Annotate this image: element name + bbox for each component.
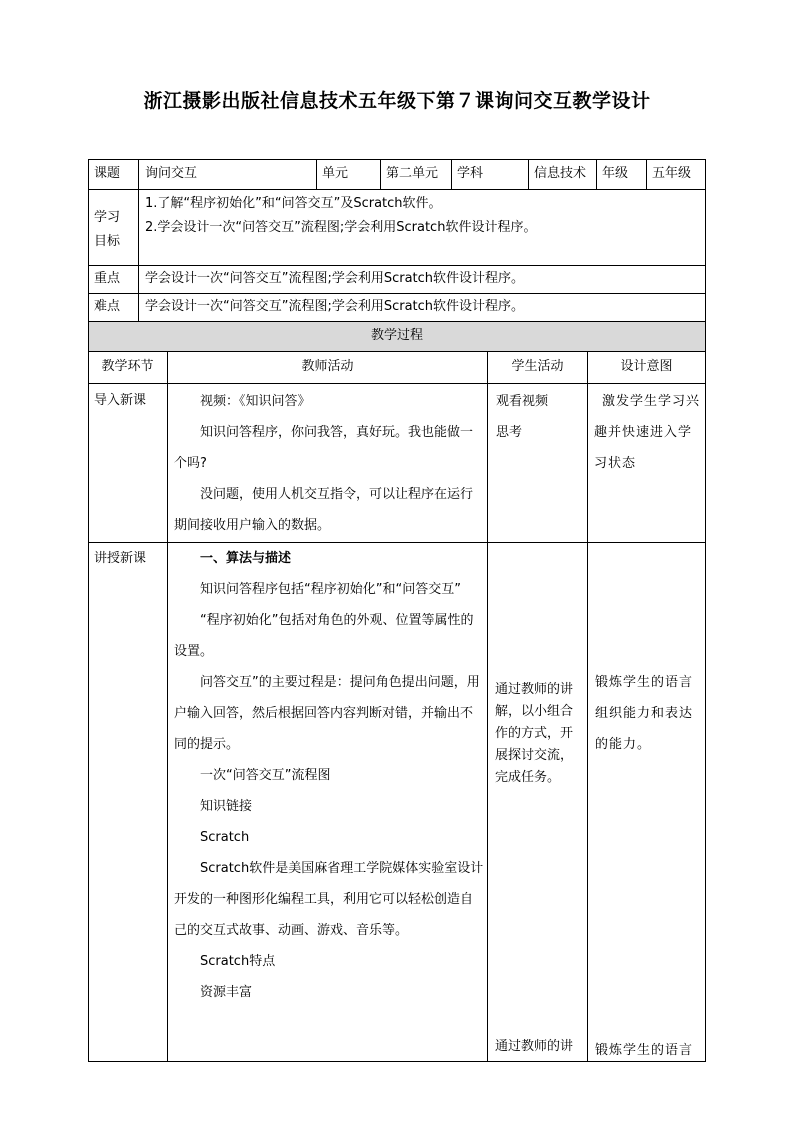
intro-teacher-line: 视频：《知识问答》 bbox=[200, 394, 311, 409]
lecture-teacher-line: 问答交互”的主要过程是：提问角色提出问题，用户输入回答，然后根据回答内容判断对错，并输出不同的提示。 bbox=[174, 675, 480, 752]
process-header: 教学过程 bbox=[370, 328, 423, 343]
topic-value: 询问交互 bbox=[145, 166, 198, 181]
lecture-stage: 讲授新课 bbox=[94, 551, 147, 566]
lecture-heading: 一、算法与描述 bbox=[200, 551, 292, 566]
goals-list bbox=[145, 192, 701, 240]
unit-value: 第二单元 bbox=[386, 166, 439, 181]
lecture-teacher-line: Scratch bbox=[200, 830, 250, 845]
col-teacher: 教师活动 bbox=[301, 359, 354, 374]
intro-teacher bbox=[174, 386, 484, 541]
intro-student-line: 观看视频 bbox=[496, 394, 549, 409]
intro-student bbox=[496, 386, 584, 448]
goal-item: 1.了解“程序初始化”和“问答交互”及Scratch软件。 bbox=[145, 196, 442, 211]
goals-label-line2: 目标 bbox=[94, 234, 121, 249]
intro-stage: 导入新课 bbox=[94, 393, 147, 408]
lecture-intent-more: 锻炼学生的语言 bbox=[595, 1043, 694, 1058]
lecture-teacher-line: “程序初始化”包括对角色的外观、位置等属性的设置。 bbox=[174, 613, 474, 659]
lecture-student-more: 通过教师的讲 bbox=[495, 1039, 574, 1054]
col-student: 学生活动 bbox=[511, 359, 564, 374]
goal-item: 2.学会设计一次“问答交互”流程图;学会利用Scratch软件设计程序。 bbox=[145, 220, 537, 235]
grade-value: 五年级 bbox=[652, 166, 692, 181]
lecture-teacher bbox=[174, 543, 484, 1008]
lecture-student: 通过教师的讲解，以小组合作的方式，开展探讨交流，完成任务。 bbox=[495, 682, 574, 785]
col-intent: 设计意图 bbox=[620, 359, 673, 374]
subject-value: 信息技术 bbox=[534, 166, 587, 181]
lecture-teacher-line: Scratch软件是美国麻省理工学院媒体实验室设计开发的一种图形化编程工具，利用它可以轻松创造自己的交互式故事、动画、游戏、音乐等。 bbox=[174, 861, 484, 938]
goals-label-line1: 学习 bbox=[94, 210, 121, 225]
lecture-teacher-line: 一次“问答交互”流程图 bbox=[200, 768, 331, 783]
difficulty-text: 学会设计一次“问答交互”流程图;学会利用Scratch软件设计程序。 bbox=[145, 299, 525, 314]
topic-label: 课题 bbox=[94, 166, 121, 181]
key-point-label: 重点 bbox=[94, 271, 121, 286]
lecture-teacher-line: 资源丰富 bbox=[200, 985, 253, 1000]
difficulty-label: 难点 bbox=[94, 299, 121, 314]
intro-intent: 激发学生学习兴趣并快速进入学习状态 bbox=[594, 394, 701, 471]
key-point-text: 学会设计一次“问答交互”流程图;学会利用Scratch软件设计程序。 bbox=[145, 271, 525, 286]
grade-label: 年级 bbox=[602, 166, 629, 181]
lecture-teacher-line: 知识链接 bbox=[200, 799, 253, 814]
unit-label: 单元 bbox=[322, 166, 349, 181]
col-stage: 教学环节 bbox=[101, 359, 154, 374]
intro-teacher-line: 知识问答程序，你问我答，真好玩。我也能做一个吗? bbox=[174, 425, 474, 471]
subject-label: 学科 bbox=[457, 166, 484, 181]
intro-student-line: 思考 bbox=[496, 425, 523, 440]
lecture-intent: 锻炼学生的语言组织能力和表达的能力。 bbox=[595, 675, 694, 752]
intro-teacher-line: 没问题，使用人机交互指令，可以让程序在运行期间接收用户输入的数据。 bbox=[174, 487, 474, 533]
lecture-teacher-line: 知识问答程序包括“程序初始化”和“问答交互” bbox=[200, 582, 461, 597]
goals-label bbox=[94, 206, 120, 254]
page-title: 浙江摄影出版社信息技术五年级下第７课询问交互教学设计 bbox=[143, 90, 651, 112]
lecture-teacher-line: Scratch特点 bbox=[200, 954, 276, 969]
